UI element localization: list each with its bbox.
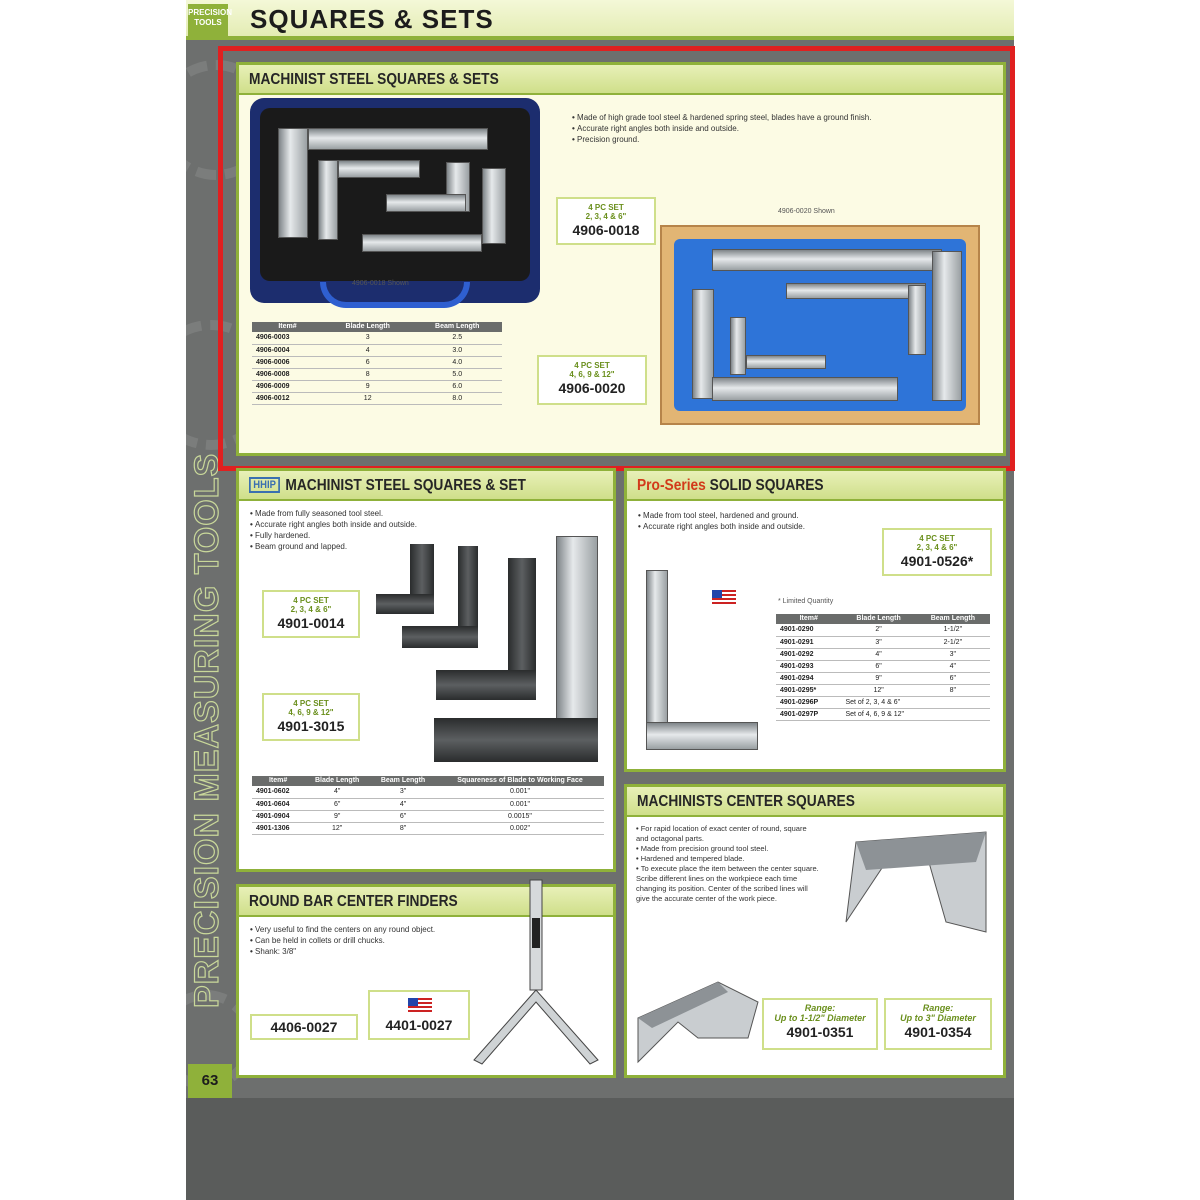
- bullet-item: • Hardened and tempered blade.: [636, 854, 820, 864]
- sku-label: 4 PC SET: [293, 596, 329, 605]
- cell: 4906-0003: [252, 332, 323, 344]
- table-header-row: [252, 776, 604, 786]
- sku-box-4901-0354: [884, 998, 992, 1050]
- cell: 0.001": [436, 798, 604, 810]
- cell: 4901-0295*: [776, 684, 841, 696]
- cell: Set of 2, 3, 4 & 6": [841, 696, 990, 708]
- table-row: [776, 708, 990, 720]
- bullet-item: • Made from precision ground tool steel.: [636, 844, 820, 854]
- bullet-item: • Beam ground and lapped.: [250, 541, 510, 552]
- wood-case-caption: 4906-0020 Shown: [778, 208, 835, 215]
- sku-number: 4901-0014: [277, 615, 345, 631]
- column-header: Blade Length: [323, 322, 413, 332]
- highlight-frame: [218, 46, 1015, 471]
- sku-box-4901-3015: [262, 693, 360, 741]
- sku-number: 4901-0354: [904, 1024, 972, 1040]
- sku-box-4401-0027: [368, 990, 470, 1040]
- bullet-item: • Made from tool steel, hardened and ground.: [638, 510, 818, 521]
- cell: Set of 4, 6, 9 & 12": [841, 708, 990, 720]
- cell: 6.0: [412, 380, 502, 392]
- column-header: Item#: [776, 614, 841, 624]
- square-beam: [402, 626, 478, 648]
- table-row: [776, 696, 990, 708]
- cell: 4901-0294: [776, 672, 841, 684]
- column-header: Beam Length: [412, 322, 502, 332]
- cell: 3": [370, 786, 436, 798]
- bottom-band: [186, 1098, 1014, 1200]
- square-beam: [434, 718, 598, 762]
- table-row: [252, 822, 604, 834]
- sku-range: Up to 1-1/2" Diameter: [774, 1013, 866, 1023]
- cell: 8": [370, 822, 436, 834]
- section-title: MACHINISTS CENTER SQUARES: [637, 793, 855, 810]
- page-title: SQUARES & SETS: [250, 4, 494, 34]
- table-row: [776, 660, 990, 672]
- table-row: [252, 798, 604, 810]
- section-title: ROUND BAR CENTER FINDERS: [249, 893, 458, 910]
- cell: 4901-0296P: [776, 696, 841, 708]
- cell: 6: [323, 356, 413, 368]
- spec-table-pro-series: [776, 614, 990, 721]
- cell: 4.0: [412, 356, 502, 368]
- finder-grip: [532, 918, 540, 948]
- sku-number: 4401-0027: [385, 1017, 453, 1033]
- cell: 4901-0602: [252, 786, 304, 798]
- cell: 8": [916, 684, 990, 696]
- product-photo-center-square-small: [628, 978, 768, 1070]
- sku-range: Up to 3" Diameter: [900, 1013, 976, 1023]
- product-photo-center-square-large: [826, 822, 996, 942]
- cell: 9": [841, 672, 915, 684]
- cell: 0.002": [436, 822, 604, 834]
- sidebar-vertical-title: PRECISION MEASURING TOOLS: [188, 452, 226, 1008]
- header-underline: [186, 36, 1014, 40]
- sku-sizes: 4, 6, 9 & 12": [288, 708, 334, 717]
- sku-box-4406-0027: [250, 1014, 358, 1040]
- bullet-item: • Shank: 3/8": [250, 946, 500, 957]
- cell: 4901-0291: [776, 636, 841, 648]
- section-title: SOLID SQUARES: [709, 477, 824, 494]
- section-title: MACHINIST STEEL SQUARES & SETS: [249, 71, 499, 88]
- bullet-item: • To execute place the item between the center square. Scribe different lines on the workpiece each time changing its position. Center of the scribed lines will give the accurate center of the work piece.: [636, 864, 820, 904]
- sku-number: 4406-0027: [270, 1019, 338, 1035]
- spec-table-hhip: [252, 776, 604, 835]
- sku-range-label: Range:: [922, 1003, 954, 1013]
- column-header: Blade Length: [841, 614, 915, 624]
- sku-sizes: 2, 3, 4 & 6": [916, 543, 958, 552]
- sku-label: 4 PC SET: [574, 361, 610, 370]
- cell: 3": [916, 648, 990, 660]
- cell: 12: [323, 392, 413, 404]
- bullet-item: • For rapid location of exact center of round, square and octagonal parts.: [636, 824, 820, 844]
- pro-series-label: Pro-Series: [637, 477, 706, 494]
- brand-logo: PRECISION TOOLS: [188, 4, 228, 36]
- cell: 3: [323, 332, 413, 344]
- page-header: [186, 0, 1014, 40]
- cell: 4901-1306: [252, 822, 304, 834]
- product-photo-center-finder: [470, 878, 610, 1068]
- cell: 0.001": [436, 786, 604, 798]
- sku-number: 4906-0020: [558, 380, 626, 396]
- cell: 4901-0293: [776, 660, 841, 672]
- sku-number: 4901-0526*: [900, 553, 974, 569]
- bullet-item: • Made of high grade tool steel & hardened spring steel, blades have a ground finish.: [572, 112, 992, 123]
- cell: 8: [323, 368, 413, 380]
- cell: 4901-0290: [776, 624, 841, 636]
- cell: 0.0015": [436, 810, 604, 822]
- finder-arms: [474, 990, 598, 1064]
- cell: 4": [304, 786, 370, 798]
- sku-label: 4 PC SET: [293, 699, 329, 708]
- column-header: Item#: [252, 776, 304, 786]
- bullet-item: • Very useful to find the centers on any round object.: [250, 924, 500, 935]
- cell: 4901-0292: [776, 648, 841, 660]
- cell: 6": [841, 660, 915, 672]
- sku-sizes: 4, 6, 9 & 12": [569, 370, 615, 379]
- sku-number: 4901-3015: [277, 718, 345, 734]
- section-title: MACHINIST STEEL SQUARES & SET: [285, 477, 526, 494]
- cell: 4901-0604: [252, 798, 304, 810]
- column-header: Beam Length: [370, 776, 436, 786]
- sku-number: 4901-0351: [786, 1024, 854, 1040]
- square-beam: [376, 594, 434, 614]
- cell: 4901-0904: [252, 810, 304, 822]
- table-row: [776, 624, 990, 636]
- cell: 4": [841, 648, 915, 660]
- bullet-item: • Accurate right angles both inside and outside.: [572, 123, 992, 134]
- cell: 8.0: [412, 392, 502, 404]
- cell: 9: [323, 380, 413, 392]
- cell: 6": [304, 798, 370, 810]
- cell: 5.0: [412, 368, 502, 380]
- cell: 6": [370, 810, 436, 822]
- section-header: [627, 471, 1003, 501]
- limited-quantity-note: * Limited Quantity: [778, 598, 834, 605]
- sku-box-4901-0526: [882, 528, 992, 576]
- cell: 2-1/2": [916, 636, 990, 648]
- bullet-item: • Accurate right angles both inside and outside.: [638, 521, 818, 532]
- cell: 4906-0004: [252, 344, 323, 356]
- section-header: [627, 787, 1003, 817]
- hhip-logo: HHIP: [249, 477, 280, 493]
- section-header: [239, 471, 613, 501]
- square-beam: [436, 670, 536, 700]
- sku-label: 4 PC SET: [588, 203, 624, 212]
- cell: 4906-0009: [252, 380, 323, 392]
- page-number: 63: [188, 1064, 232, 1098]
- cell: 4906-0006: [252, 356, 323, 368]
- table-header-row: [776, 614, 990, 624]
- cell: 6": [916, 672, 990, 684]
- product-photo-solid-square-beam: [646, 722, 758, 750]
- center-squares-bullets: [636, 824, 820, 904]
- column-header: Item#: [252, 322, 323, 332]
- sku-box-4901-0351: [762, 998, 878, 1050]
- sku-label: 4 PC SET: [919, 534, 955, 543]
- cell: 9": [304, 810, 370, 822]
- cell: 4: [323, 344, 413, 356]
- cell: 3.0: [412, 344, 502, 356]
- usa-flag-icon: [408, 998, 432, 1014]
- pro-series-bullets: [638, 510, 818, 532]
- bullet-item: • Made from fully seasoned tool steel.: [250, 508, 510, 519]
- table-row: [776, 648, 990, 660]
- bullet-item: • Precision ground.: [572, 134, 992, 145]
- cell: 2": [841, 624, 915, 636]
- column-header: Beam Length: [916, 614, 990, 624]
- cell: 12": [304, 822, 370, 834]
- sku-range-label: Range:: [804, 1003, 836, 1013]
- column-header: Squareness of Blade to Working Face: [436, 776, 604, 786]
- sku-sizes: 2, 3, 4 & 6": [290, 605, 332, 614]
- cell: 4901-0297P: [776, 708, 841, 720]
- cell: 4": [370, 798, 436, 810]
- flag-holder: [370, 992, 468, 1016]
- cell: 3": [841, 636, 915, 648]
- bullet-item: • Accurate right angles both inside and outside.: [250, 519, 510, 530]
- table-row: [252, 786, 604, 798]
- sku-box-4901-0014: [262, 590, 360, 638]
- table-row: [776, 672, 990, 684]
- table-row: [776, 636, 990, 648]
- cell: 4906-0012: [252, 392, 323, 404]
- cell: 12": [841, 684, 915, 696]
- center-finders-bullets: [250, 924, 500, 957]
- table-row: [252, 810, 604, 822]
- bullet-item: • Can be held in collets or drill chucks.: [250, 935, 500, 946]
- case-caption: 4906-0018 Shown: [352, 280, 409, 287]
- cell: 4": [916, 660, 990, 672]
- table-row: [776, 684, 990, 696]
- sku-number: 4906-0018: [572, 222, 640, 238]
- column-header: Blade Length: [304, 776, 370, 786]
- cell: 1-1/2": [916, 624, 990, 636]
- usa-flag-icon: [712, 590, 736, 606]
- cell: 4906-0008: [252, 368, 323, 380]
- bullet-item: • Fully hardened.: [250, 530, 510, 541]
- cell: 2.5: [412, 332, 502, 344]
- sku-sizes: 2, 3, 4 & 6": [585, 212, 627, 221]
